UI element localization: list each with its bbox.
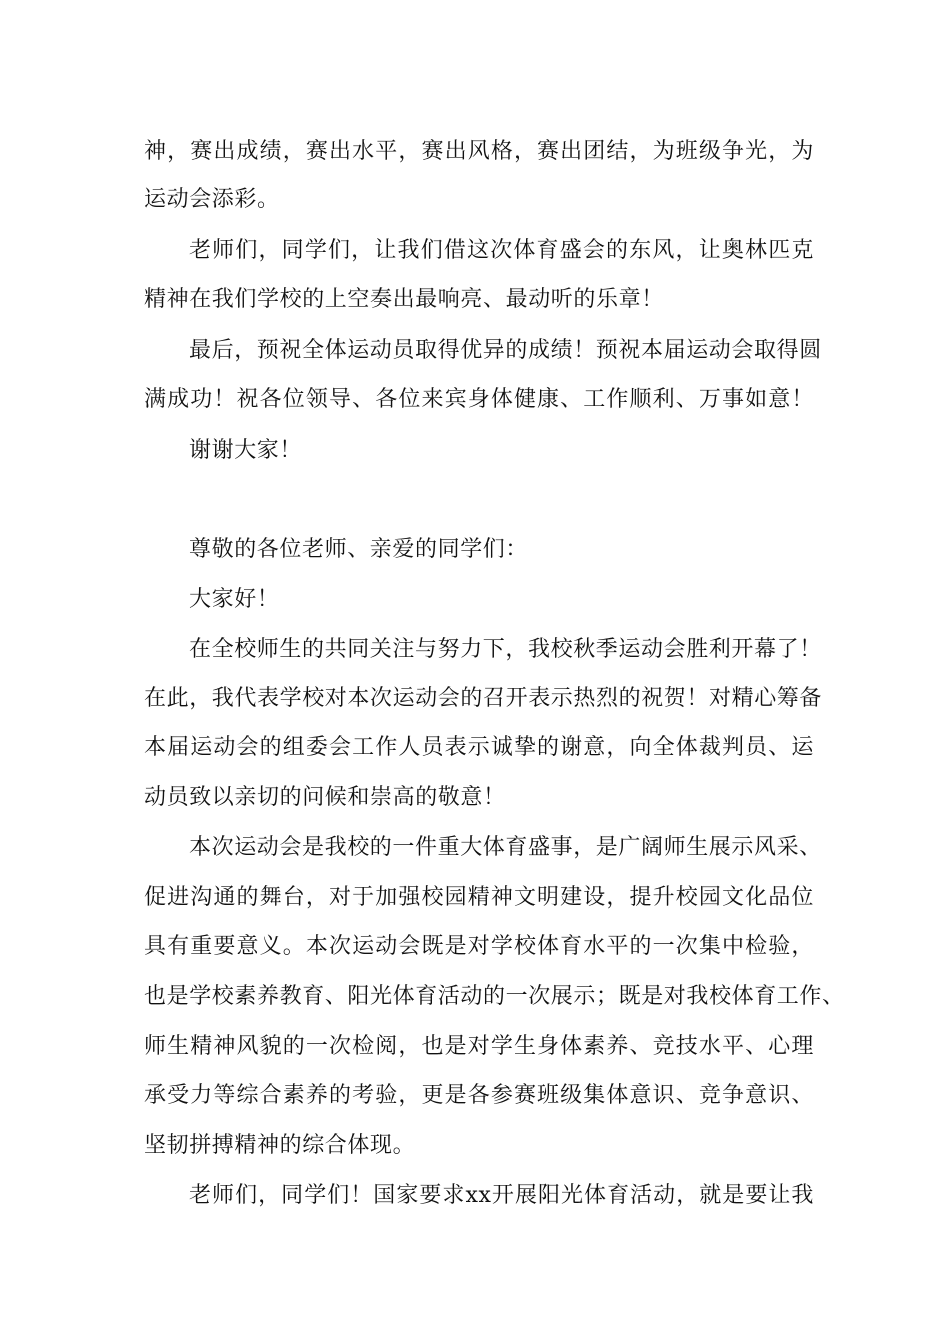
text-line: 动员致以亲切的问候和崇高的敬意！ [144, 785, 506, 810]
text-line: 促进沟通的舞台，对于加强校园精神文明建设，提升校园文化品位 [144, 885, 814, 910]
paragraph-start-line: 在全校师生的共同关注与努力下，我校秋季运动会胜利开幕了！ [189, 637, 822, 662]
text-line: 本届运动会的组委会工作人员表示诚挚的谢意，向全体裁判员、运 [144, 735, 814, 760]
text-line: 在此，我代表学校对本次运动会的召开表示热烈的祝贺！对精心筹备 [144, 686, 823, 711]
text-line: 坚韧拼搏精神的综合体现。 [144, 1133, 416, 1158]
paragraph-start-line: 最后，预祝全体运动员取得优异的成绩！预祝本届运动会取得圆 [189, 338, 822, 363]
salutation-line: 尊敬的各位老师、亲爱的同学们： [189, 537, 529, 562]
text-line: 也是学校素养教育、阳光体育活动的一次展示；既是对我校体育工作、 [144, 984, 845, 1009]
paragraph-start-line: 谢谢大家！ [189, 438, 303, 463]
paragraph-start-line: 本次运动会是我校的一件重大体育盛事，是广阔师生展示风采、 [189, 835, 822, 860]
paragraph-start-line: 老师们，同学们！国家要求xx开展阳光体育活动，就是要让我 [189, 1183, 814, 1208]
text-line: 师生精神风貌的一次检阅，也是对学生身体素养、竞技水平、心理 [144, 1034, 814, 1059]
text-line: 满成功！祝各位领导、各位来宾身体健康、工作顺利、万事如意！ [144, 387, 814, 412]
text-line: 承受力等综合素养的考验，更是各参赛班级集体意识、竞争意识、 [144, 1083, 814, 1108]
text-line: 神，赛出成绩，赛出水平，赛出风格，赛出团结，为班级争光，为 [144, 139, 814, 164]
paragraph-start-line: 老师们，同学们，让我们借这次体育盛会的东风，让奥林匹克 [189, 238, 814, 263]
text-line: 精神在我们学校的上空奏出最响亮、最动听的乐章！ [144, 287, 664, 312]
text-line: 具有重要意义。本次运动会既是对学校体育水平的一次集中检验， [144, 934, 814, 959]
greeting-line: 大家好！ [189, 587, 280, 612]
text-line: 运动会添彩。 [144, 187, 280, 212]
